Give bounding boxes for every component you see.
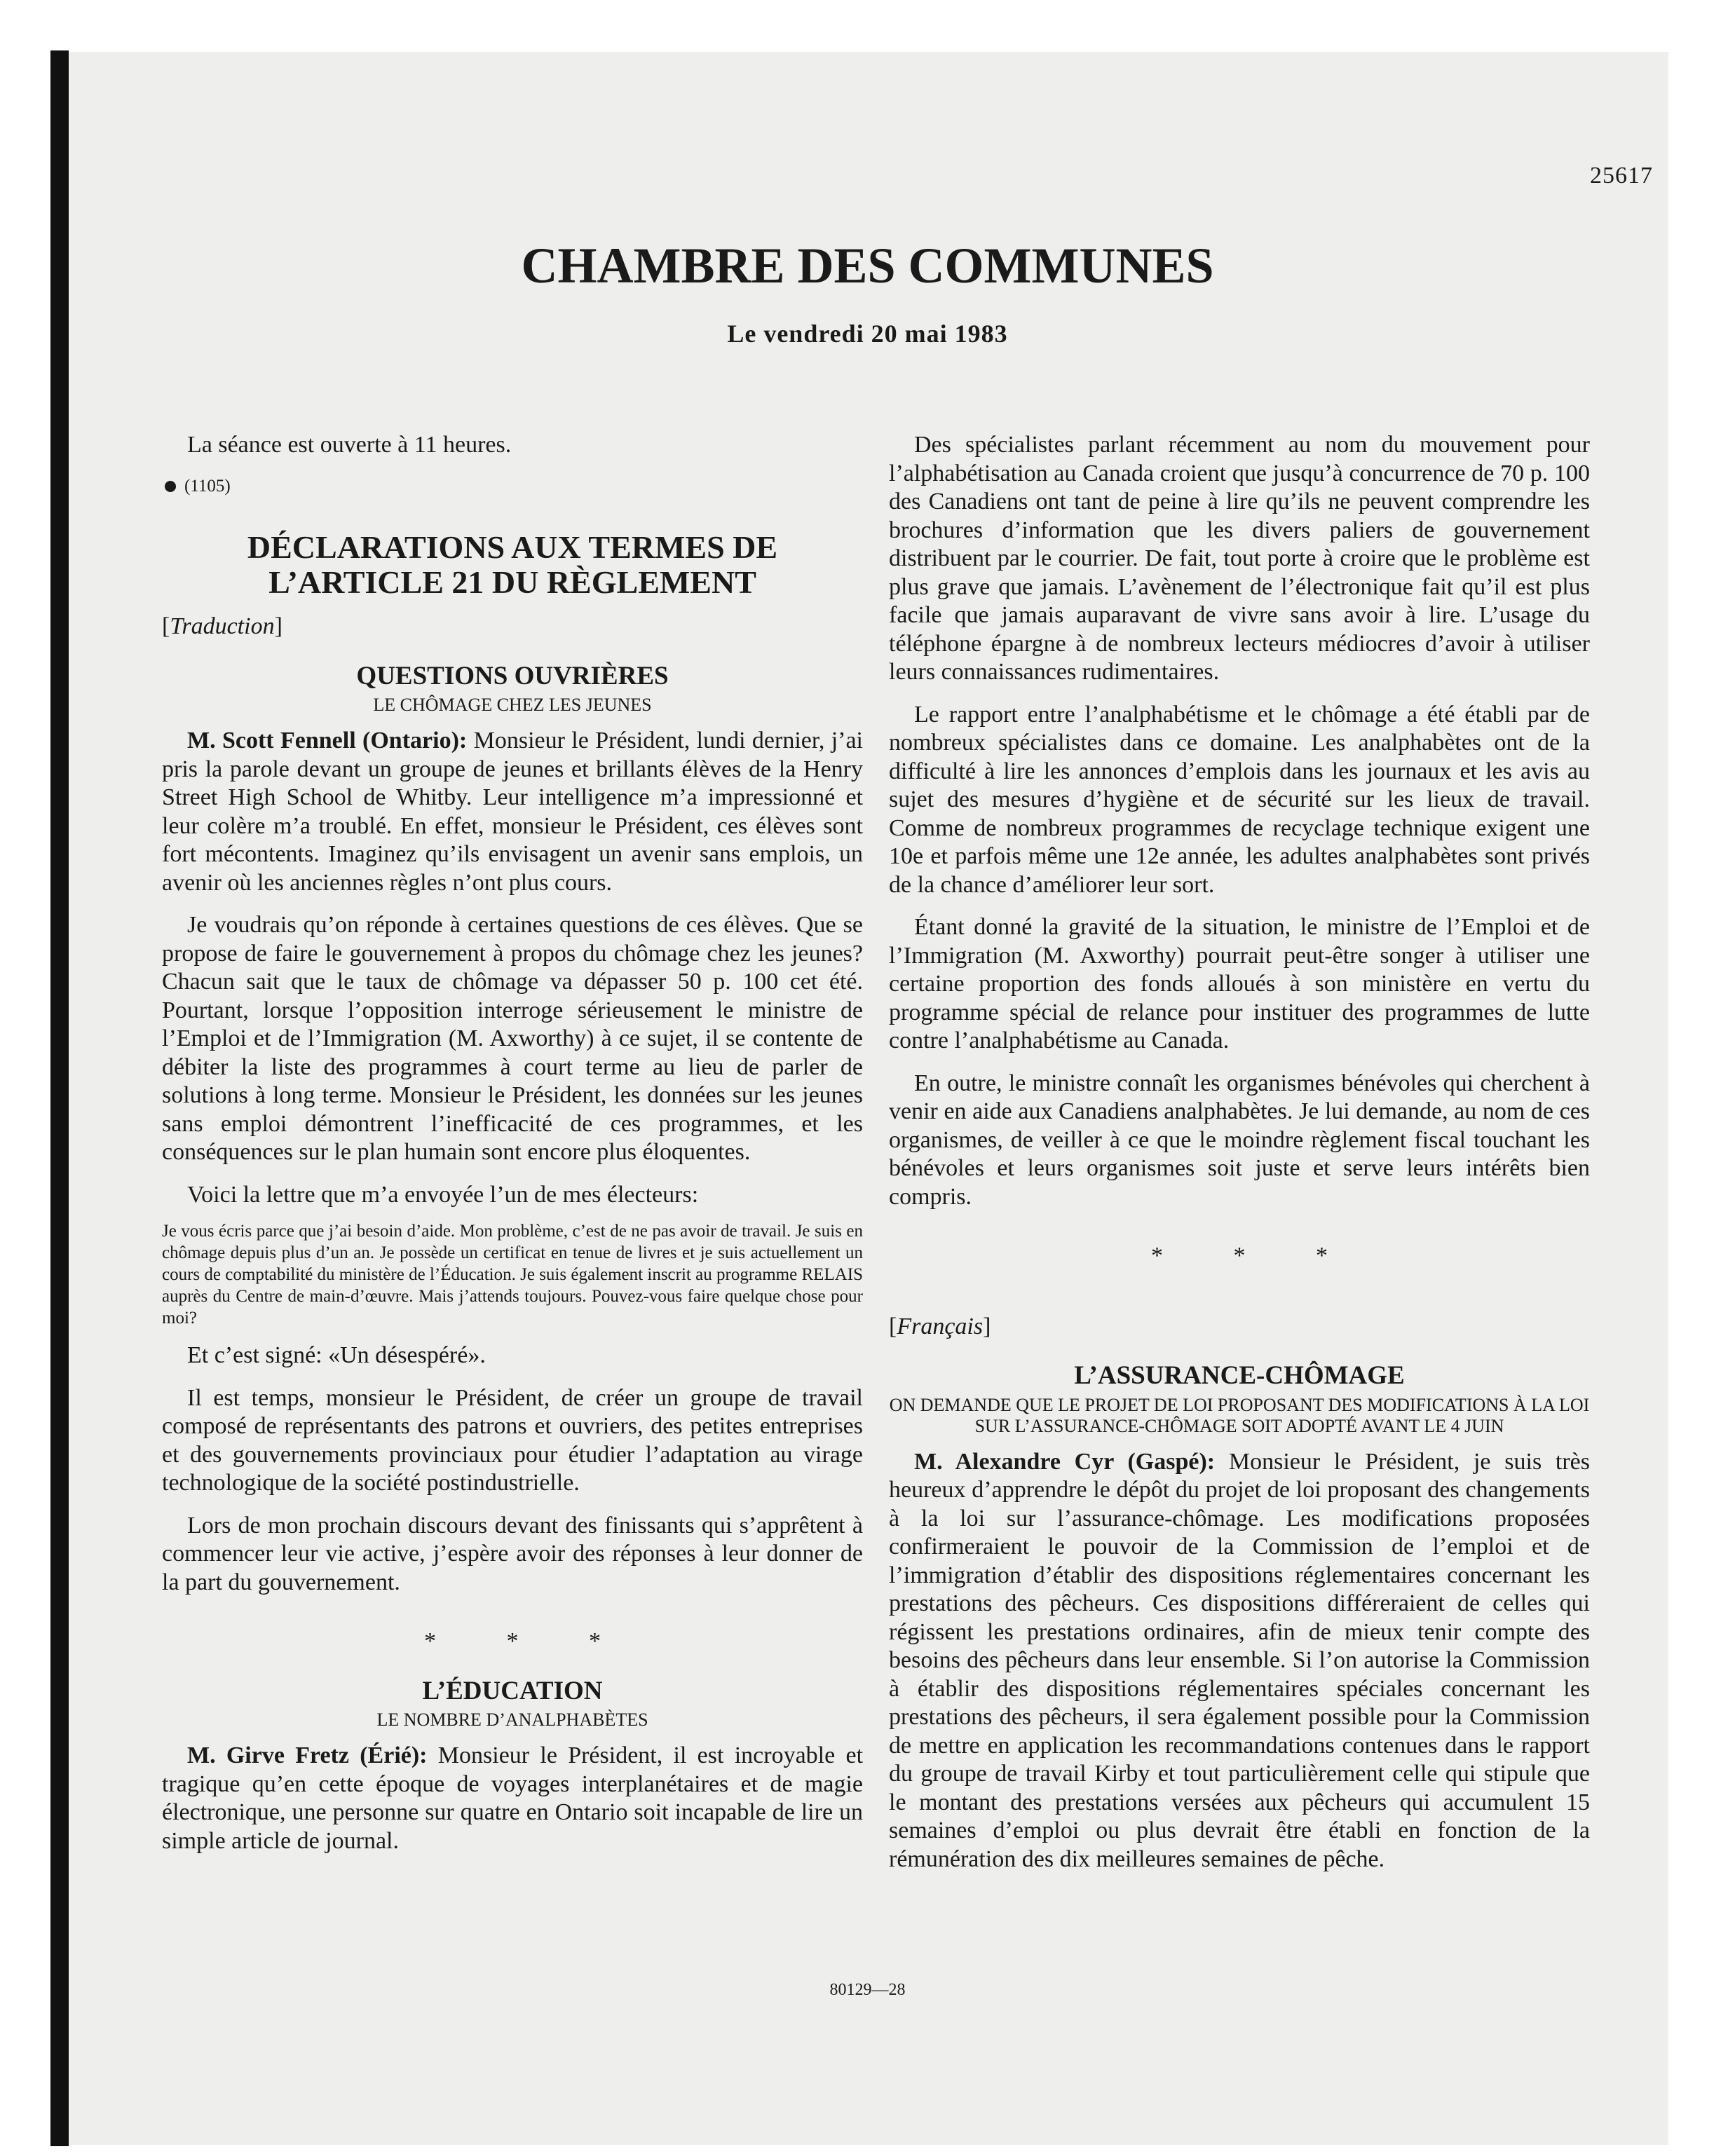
bracket-close: ]: [983, 1313, 991, 1339]
section-separator: * * *: [1151, 1243, 1360, 1269]
section-heading-line-1: DÉCLARATIONS AUX TERMES DE: [247, 529, 778, 565]
time-mark: [162, 472, 863, 501]
section-heading: [162, 530, 863, 600]
topic-heading-3: L’ASSURANCE-CHÔMAGE: [1074, 1361, 1405, 1390]
language-note: [889, 1313, 1590, 1342]
statement-paragraph: En outre, le ministre connaît les organismes bénévoles qui cherchent à venir en aide aux Canadiens analphabètes. Je lui demande, au nom de ces organismes, de veiller à ce que le moindre règlement fiscal touchant les bénévoles et leurs organismes soit juste et serve leurs intérêts bien compris.: [889, 1070, 1590, 1210]
footer-code: 80129—28: [829, 1981, 906, 1999]
right-column: [889, 431, 1590, 1874]
speaker-name: M. Girve Fretz (Érié):: [187, 1742, 428, 1768]
topic-heading-2: L’ÉDUCATION: [422, 1676, 603, 1705]
translation-note: [162, 613, 863, 641]
paragraph-text: Monsieur le Président, lundi dernier, j’ai pris la parole devant un groupe de jeunes et brillants élèves de la Henry Street High School de Whitby. Leur intelligence m’a impressionné et leur colère m’a troublé. En effet, monsieur le Président, ces élèves sont fort mécontents. Imaginez qu’ils envisagent un avenir sans emplois, un avenir où les anciennes règles n’ont plus cours.: [162, 728, 864, 896]
translation-word: Traduction: [170, 613, 275, 639]
topic-heading-1: QUESTIONS OUVRIÈRES: [356, 661, 669, 690]
bracket-open: [: [162, 613, 170, 639]
paragraph-text: Monsieur le Président, il est incroyable et tragique qu’en cette époque de voyages interplanétaires et de magie électronique, une personne sur quatre en Ontario soit incapable de lire un simple article de journal.: [162, 1742, 864, 1854]
bracket-close: ]: [274, 613, 283, 639]
language-word: Français: [897, 1313, 984, 1339]
scan-edge: [50, 50, 69, 2146]
page-title: CHAMBRE DES COMMUNES: [521, 238, 1214, 294]
topic-subheading-1: LE CHÔMAGE CHEZ LES JEUNES: [373, 695, 652, 715]
section-separator: * * *: [424, 1628, 633, 1654]
paragraph-text: Monsieur le Président, je suis très heureux d’apprendre le dépôt du projet de loi proposant des changements à la loi sur l’assurance-chômage. Les modifications proposées confirmeraient le pouvoir de la Commission de l’emploi et de l’immigration d’établir des dispositions réglementaires concernant les prestations des pêcheurs. Ces dispositions différeraient de celles qui régissent les prestations ordinaires, afin de mieux tenir compte des besoins des pêcheurs dans leur ensemble. Si l’on autorise la Commission à établir des dispositions réglementaires spéciales concernant les prestations des pêcheurs, il sera également possible pour la Commission de mettre en application les recommandations contenues dans le rapport du groupe de travail Kirby et tout particulièrement celle qui stipule que le montant des prestations versées aux pêcheurs qui accumulent 15 semaines d’emploi ou plus devrait être établi en fonction de la rémunération des dix meilleures semaines de pêche.: [889, 1448, 1591, 1872]
section-heading-line-2: L’ARTICLE 21 DU RÈGLEMENT: [268, 564, 756, 600]
bullet-icon: [165, 481, 176, 492]
page-number: 25617: [1590, 163, 1653, 189]
statement-paragraph: Lors de mon prochain discours devant des finissants qui s’apprêtent à commencer leur vie active, j’espère avoir des réponses à leur donner de la part du gouvernement.: [162, 1512, 863, 1595]
statement-paragraph: Je voudrais qu’on réponde à certaines questions de ces élèves. Que se propose de faire le gouvernement à propos du chômage chez les jeunes? Chacun sait que le taux de chômage va dépasser 50 p. 100 cet été. Pourtant, lorsque l’opposition interroge sérieusement le ministre de l’Emploi et de l’Immigration (M. Axworthy) à ce sujet, il se contente de débiter la liste des programmes à court terme au lieu de parler de solutions à long terme. Monsieur le Président, les données sur les jeunes sans emploi démontrent l’inefficacité de ces programmes, et les conséquences sur le plan humain sont encore plus éloquentes.: [162, 912, 863, 1165]
statement-paragraph: Des spécialistes parlant récemment au nom du mouvement pour l’alphabétisation au Canada croient que jusqu’à concurrence de 70 p. 100 des Canadiens ont tant de peine à lire qu’ils ne peuvent comprendre les brochures d’information que les divers paliers de gouvernement distribuent par le courrier. De fait, tout porte à croire que le problème est plus grave que jamais. L’avènement de l’électronique fait qu’il est plus facile que jamais auparavant de vivre sans avoir à lire. L’usage du téléphone épargne à de nombreux lecteurs médiocres d’avoir à utiliser leurs connaissances rudimentaires.: [889, 432, 1590, 685]
topic-subheading-3: ON DEMANDE QUE LE PROJET DE LOI PROPOSANT DES MODIFICATIONS À LA LOI SUR L’ASSURANCE-CHÔMAGE SOIT ADOPTÉ AVANT LE 4 JUIN: [889, 1394, 1590, 1436]
statement-paragraph: Il est temps, monsieur le Président, de créer un groupe de travail composé de représentants des patrons et ouvriers, des petites entreprises et des gouvernements provinciaux pour étudier l’adaptation au virage technologique de la société postindustrielle.: [162, 1384, 863, 1496]
letter-quote: Je vous écris parce que j’ai besoin d’aide. Mon problème, c’est de ne pas avoir de travail. Je suis en chômage depuis plus d’un an. Je possède un certificat en tenue de livres et je suis actuellement un cours de comptabilité du ministère de l’Éducation. Je suis également inscrit au programme RELAIS auprès du Centre de main-d’œuvre. Mais j’attends toujours. Pouvez-vous faire quelque chose pour moi?: [162, 1222, 863, 1328]
topic-subheading-2: LE NOMBRE D’ANALPHABÈTES: [376, 1710, 648, 1730]
opening-line: La séance est ouverte à 11 heures.: [187, 432, 512, 458]
statement-paragraph: [889, 1448, 1590, 1874]
bracket-open: [: [889, 1313, 897, 1339]
statement-paragraph: Voici la lettre que m’a envoyée l’un de mes électeurs:: [187, 1181, 699, 1208]
time-mark-label: (1105): [184, 476, 231, 496]
sitting-date: Le vendredi 20 mai 1983: [727, 320, 1008, 348]
statement-paragraph: Et c’est signé: «Un désespéré».: [187, 1342, 486, 1368]
left-column: [162, 431, 863, 1855]
speaker-name: M. Scott Fennell (Ontario):: [187, 728, 468, 753]
statement-paragraph: [162, 1742, 863, 1855]
speaker-name: M. Alexandre Cyr (Gaspé):: [914, 1448, 1216, 1475]
statement-paragraph: [162, 727, 863, 897]
statement-paragraph: Étant donné la gravité de la situation, le ministre de l’Emploi et de l’Immigration (M. Axworthy) pourrait peut-être songer à utiliser une certaine proportion des fonds alloués à son ministère en vertu du programme spécial de relance pour instituer des programmes de lutte contre l’analphabétisme au Canada.: [889, 914, 1590, 1053]
statement-paragraph: Le rapport entre l’analphabétisme et le chômage a été établi par de nombreux spécialistes dans ce domaine. Les analphabètes ont de la difficulté à lire les annonces d’emplois dans les journaux et les avis au sujet des mesures d’hygiène et de sécurité sur les lieux de travail. Comme de nombreux programmes de recyclage technique exigent une 10e et parfois même une 12e année, les adultes analphabètes sont privés de la chance d’améliorer leur sort.: [889, 701, 1590, 898]
